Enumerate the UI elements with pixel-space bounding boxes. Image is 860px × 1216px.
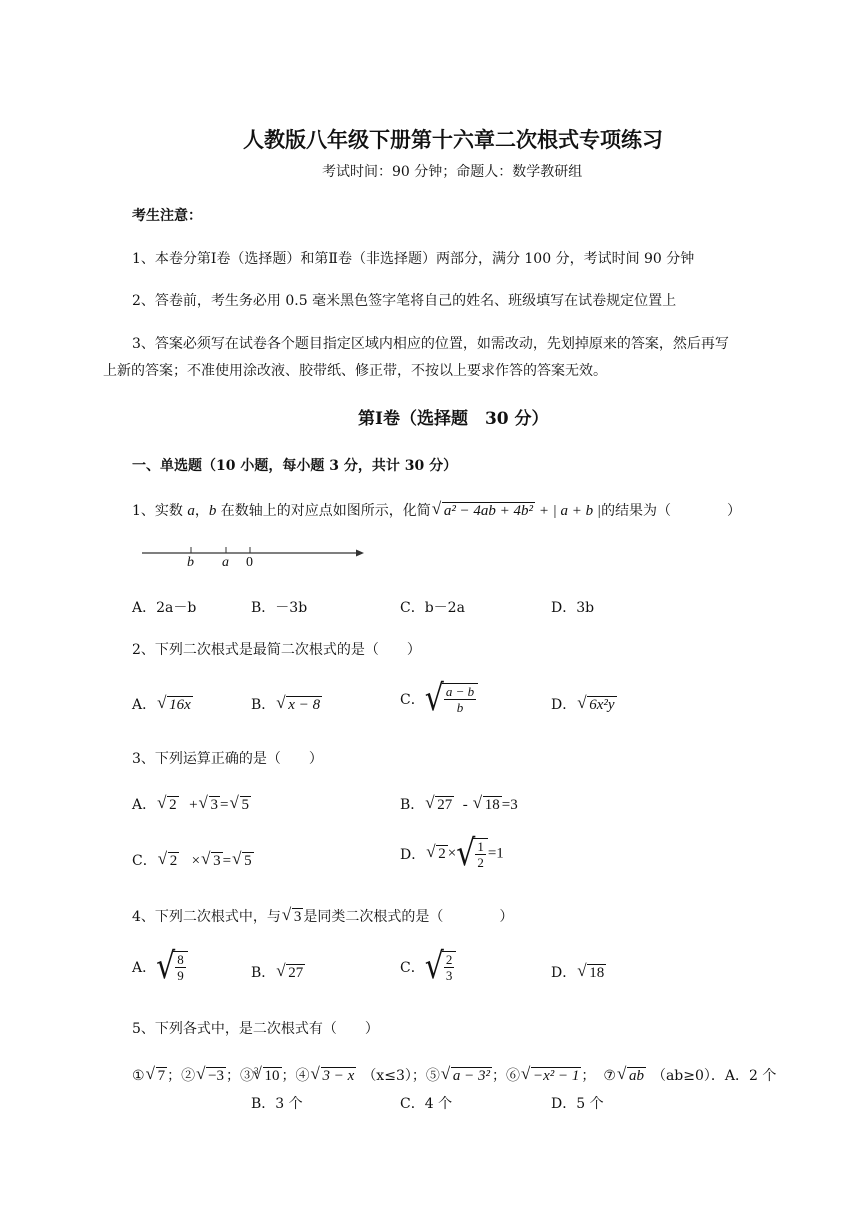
q1-option-a[interactable]: A．2a－b [132,600,197,616]
q3-a-sqrt2 [200,796,221,814]
question-3: 3、下列运算正确的是（ ） [132,751,323,767]
q5-item-5-rad: a − 3² [452,1068,490,1084]
q2-c-sqrt: √ $\frac{a - b}{b}$ [425,683,478,715]
number-line-arrow-icon [356,550,364,557]
question-2: 2、下列二次根式是最简二次根式的是（ ） [132,642,421,658]
q5-item-3-index: 3 [254,1066,259,1077]
q5-item-6-sqrt [522,1067,581,1085]
q4-c-den: 3 [445,968,453,983]
q1-option-b[interactable]: B．－3b [251,600,308,616]
q4-option-c[interactable] [400,945,456,988]
q5-option-d[interactable]: D．5 个 [551,1096,604,1112]
question-1 [132,500,741,520]
page-subtitle: 考试时间：90 分钟；命题人：数学教研组 [322,164,583,180]
q5-item-1-sqrt [147,1067,168,1085]
q5-item-2-after: ； [226,1068,241,1084]
q2-option-c[interactable] [400,677,478,720]
q4-stem-prefix: 4、下列二次根式中，与 [132,909,281,925]
q3-option-d[interactable] [400,832,504,875]
q5-item-6-mark: ⑥ [505,1068,520,1084]
q3-d-eq: =1 [487,845,504,862]
q5-item-4-after: （x≤3）； [362,1068,426,1084]
q5-item-6 [506,1068,595,1084]
notice-2: 2、答卷前，考生务必用 0.5 毫米黑色签字笔将自己的姓名、班级填写在试卷规定位置上 [132,293,677,309]
q4-a-sqrt: √ $\frac{8}{9}$ [156,951,188,983]
q1-var-b: b [208,503,217,519]
q3-option-b[interactable] [400,794,518,814]
q2-d-label: D． [551,697,577,713]
q3-a-rad2: 3 [210,797,219,813]
q5-item-7 [603,1068,776,1084]
q5-item-4-sqrt [312,1067,357,1085]
q5-item-4 [296,1068,426,1084]
q5-item-7-after: （ab≥0）．A．2 个 [651,1068,777,1084]
q3-c-sqrt3 [233,852,254,870]
q1-abs: + | a + b | [535,503,602,519]
q5-item-1-after: ； [167,1068,182,1084]
q5-item-5 [426,1068,506,1084]
q4-a-label: A． [132,960,157,976]
q3-b-label: B． [400,797,425,813]
q3-c-rad1: 2 [169,853,178,869]
q5-item-3-sqrt [254,1067,282,1085]
notice-3-cont: 上新的答案；不准使用涂改液、胶带纸、修正带，不按以上要求作答的答案无效。 [103,363,607,379]
q3-option-c[interactable] [132,850,254,870]
notice-1: 1、本卷分第Ⅰ卷（选择题）和第Ⅱ卷（非选择题）两部分，满分 100 分，考试时间 90 分钟 [132,251,695,267]
q3-a-label: A． [132,797,157,813]
q5-item-5-after: ； [491,1068,506,1084]
q5-items [132,1065,776,1085]
q5-item-7-sqrt [618,1067,646,1085]
q4-d-sqrt [578,964,606,982]
q2-a-radicand: 16x [169,697,191,713]
q5-item-1 [132,1068,181,1084]
q4-stem-suffix: 是同类二次根式的是（ ） [303,909,514,925]
q3-d-label: D． [400,847,426,863]
q5-option-c[interactable]: C．4 个 [400,1096,453,1112]
q4-a-num: 8 [177,952,184,967]
q4-stem-sqrt [283,908,304,926]
q4-b-sqrt [277,964,305,982]
q4-a-den: 9 [177,968,184,983]
q3-a-eq: = [220,797,229,813]
q3-d-rad1: 2 [438,846,446,862]
question-5: 5、下列各式中，是二次根式有（ ） [132,1021,379,1037]
q3-b-op: - [462,797,468,813]
q3-a-sqrt3 [231,796,252,814]
q5-item-2-rad: −3 [208,1068,225,1084]
q1-suffix: 的结果为（ ） [601,503,742,519]
q3-a-sqrt1 [158,796,179,814]
q1-option-d[interactable]: D．3b [551,600,595,616]
q2-c-den: b [456,700,464,715]
q3-b-eq: =3 [501,797,518,813]
q3-d-num: 1 [477,839,484,854]
q5-item-1-rad: 7 [157,1068,166,1084]
q5-item-6-after: ； [581,1068,596,1084]
q5-item-1-mark: ① [132,1068,145,1084]
q5-item-5-mark: ⑤ [425,1068,440,1084]
q5-item-4-rad: 3 − x [322,1068,355,1084]
q1-radicand: a² − 4ab + 4b² [443,503,534,519]
question-4 [132,906,513,926]
q5-item-7-mark: ⑦ [603,1068,616,1084]
q5-item-2-mark: ② [181,1068,196,1084]
q4-c-sqrt: √ $\frac{2}{3}$ [425,951,457,983]
q1-var-a: a [187,503,195,519]
q3-b-rad1: 27 [437,797,453,813]
q2-b-sqrt [277,696,322,714]
q2-d-sqrt [578,696,616,714]
q3-c-eq: = [222,853,232,869]
q5-item-5-sqrt [442,1067,492,1085]
section-title: 第Ⅰ卷（选择题 30 分） [358,409,549,429]
q3-option-a[interactable] [132,794,251,814]
notice-heading: 考生注意： [132,208,202,224]
q4-c-num: 2 [445,952,453,967]
q5-item-2-sqrt [197,1067,226,1085]
q3-c-rad2: 3 [213,853,221,869]
q3-d-sqrt2: √ $\frac{1}{2}$ [456,838,488,870]
q1-mid: 在数轴上的对应点如图所示，化简 [216,503,431,519]
q5-item-3 [240,1068,296,1084]
q3-c-rad3: 5 [244,853,252,869]
q4-option-d[interactable] [551,962,606,982]
q2-option-d[interactable] [551,694,617,714]
q3-b-rad2: 18 [484,797,500,813]
q2-d-radicand: 6x²y [589,697,615,713]
q2-option-a[interactable] [132,694,193,714]
q3-c-op: × [191,853,201,869]
label-a: a [222,555,229,570]
q2-a-sqrt [158,696,193,714]
number-line [140,543,370,573]
q5-item-7-rad: ab [628,1068,644,1084]
q3-b-sqrt2 [474,796,502,814]
q5-item-3-rad: 10 [264,1068,280,1084]
q5-item-6-rad: −x² − 1 [532,1068,580,1084]
label-b: b [187,555,194,570]
q2-option-b[interactable] [251,694,322,714]
q2-b-radicand: x − 8 [288,697,321,713]
part-title: 一、单选题（10 小题，每小题 3 分，共计 30 分） [132,458,458,474]
q3-a-rad3: 5 [241,797,250,813]
q3-d-den: 2 [477,855,484,870]
q3-c-sqrt1 [159,852,180,870]
q2-b-label: B． [251,697,276,713]
q1-sqrt [433,502,535,520]
notice-3: 3、答案必须写在试卷各个题目指定区域内相应的位置，如需改动，先划掉原来的答案，然后再写 [132,336,729,352]
label-0: 0 [246,555,253,570]
q5-item-4-mark: ④ [295,1068,310,1084]
q5-option-b[interactable]: B．3 个 [251,1096,303,1112]
q3-c-sqrt2 [202,852,223,870]
q4-d-radicand: 18 [589,965,605,981]
page-title: 人教版八年级下册第十六章二次根式专项练习 [243,127,663,152]
q3-b-sqrt1 [426,796,454,814]
q1-option-c[interactable]: C．b－2a [400,600,465,616]
q3-d-op: × [447,845,457,862]
q4-option-b[interactable] [251,962,305,982]
q4-b-radicand: 27 [288,965,304,981]
q3-a-op: + [189,797,198,813]
q2-c-label: C． [400,692,425,708]
q2-c-num: a − b [445,684,475,699]
q4-stem-radicand: 3 [293,909,302,925]
q1-prefix: 1、实数 [132,503,188,519]
q5-item-2 [181,1068,240,1084]
q5-item-3-mark: ③ [240,1068,255,1084]
q2-a-label: A． [132,697,157,713]
q3-d-sqrt1 [427,845,448,863]
q3-a-rad1: 2 [169,797,177,813]
q1-comma: ， [194,503,209,519]
q4-b-label: B． [251,965,276,981]
q4-d-label: D． [551,965,577,981]
q4-option-a[interactable] [132,945,188,988]
q3-c-label: C． [132,853,157,869]
q4-c-label: C． [400,960,425,976]
q5-item-3-after: ； [281,1068,296,1084]
